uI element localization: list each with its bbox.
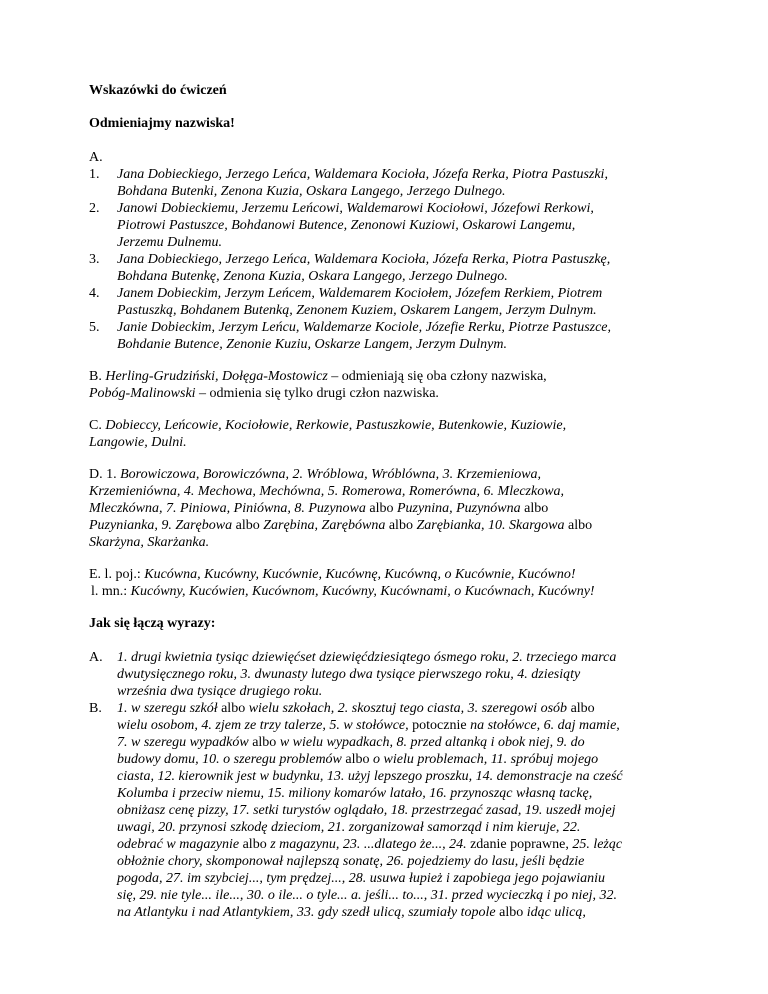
part-b-line-1: B. 1. w szeregu szkół albo wielu szkołach, 2. skosztuj tego ciasta, 3. szeregowi osób albo	[89, 701, 595, 716]
list-item	[89, 166, 689, 183]
section-c	[89, 417, 689, 451]
document-page	[89, 82, 689, 921]
part-b-line-6: Kolumba i przeciw niemu, 15. miliony komarów latało, 16. przynosząc własną tackę,	[117, 786, 593, 801]
list-item	[89, 200, 689, 217]
part-b-line-13: na Atlantyku i nad Atlantykiem, 33. gdy szedł ulicą, szumiały topole albo idąc ulicą,	[117, 905, 586, 920]
part-b-line-8: uwagi, 20. przynosi szkodę dzieciom, 21. zorganizował samorząd i nim kieruje, 22.	[117, 820, 581, 835]
list-item-number: 1.	[89, 167, 100, 182]
section-c-line-1: C. Dobieccy, Leńcowie, Kociołowie, Rerkowie, Pastuszkowie, Butenkowie, Kuziowie,	[89, 418, 567, 433]
list-item	[89, 268, 689, 285]
section-d-line-2: Krzemieniówna, 4. Mechowa, Mechówna, 5. Romerowa, Romerówna, 6. Mleczkowa,	[89, 484, 565, 499]
section-d-line-5: Skarżyna, Skarżanka.	[89, 535, 210, 550]
list-item-text: Piotrowi Pastuszce, Bohdanowi Butence, Zenonowi Kuziowi, Oskarowi Langemu,	[117, 218, 576, 233]
list-item	[89, 234, 689, 251]
section-e-line-2: l. mn.: Kucówny, Kucówien, Kucównom, Kucówny, Kucównami, o Kucównach, Kucówny!	[91, 584, 595, 599]
list-item-number: 2.	[89, 201, 100, 216]
part-a-line-3: września dwa tysiące drugiego roku.	[117, 684, 323, 699]
list-item-text: Jana Dobieckiego, Jerzego Leńca, Waldemara Kocioła, Józefa Rerka, Piotra Pastuszkę,	[117, 252, 611, 267]
list-item-number: 3.	[89, 252, 100, 267]
section-title-names: Odmieniajmy nazwiska!	[89, 116, 235, 131]
list-item-text: Janie Dobieckim, Jerzym Leńcu, Waldemarze Kociole, Józefie Rerku, Piotrze Pastuszce,	[117, 320, 612, 335]
list-item-text: Bohdanie Butence, Zenonie Kuziu, Oskarze Langem, Jerzym Dulnym.	[117, 337, 507, 352]
part-a	[89, 649, 689, 700]
list-item-text: Bohdana Butenkę, Zenona Kuzia, Oskara Langego, Jerzego Dulnego.	[117, 269, 508, 284]
part-b-line-11: pogoda, 27. im szybciej..., tym prędzej..., 28. usuwa łupież i zapobiega jego pojawianiu	[117, 871, 606, 886]
section-e-line-1: E. l. poj.: Kucówna, Kucówny, Kucównie, Kucównę, Kucówną, o Kucównie, Kucówno!	[89, 567, 576, 582]
part-b	[89, 700, 689, 921]
part-b-line-10: obłożnie chory, skomponował najlepszą sonatę, 26. pojedziemy do lasu, jeśli będzie	[117, 854, 585, 869]
part-b-line-12: się, 29. nie tyle... ile..., 30. o ile... o tyle... a. jeśli... to..., 31. przed wycieczką i po niej, 32.	[117, 888, 618, 903]
section-b-line-2: Pobóg-Malinowski – odmienia się tylko drugi człon nazwiska.	[89, 386, 439, 401]
part-a-line-1: A. 1. drugi kwietnia tysiąc dziewięćset dziewięćdziesiątego ósmego roku, 2. trzeciego marca	[89, 650, 617, 665]
list-item	[89, 302, 689, 319]
list-item-text: Janem Dobieckim, Jerzym Leńcem, Waldemarem Kociołem, Józefem Rerkiem, Piotrem	[117, 286, 603, 301]
page-title: Wskazówki do ćwiczeń	[89, 83, 227, 98]
section-c-line-2: Langowie, Dulni.	[89, 435, 187, 450]
section-e	[89, 566, 689, 600]
list-item	[89, 285, 689, 302]
list-item	[89, 319, 689, 336]
part-b-line-5: ciasta, 12. kierownik jest w budynku, 13. użyj lepszego proszku, 14. demonstracje na cześć	[117, 769, 623, 784]
part-b-line-7: obniżasz cenę pizzy, 17. setki turystów oglądało, 18. przestrzegać zasad, 19. uszedł mojej	[117, 803, 616, 818]
list-item-text: Janowi Dobieckiemu, Jerzemu Leńcowi, Waldemarowi Kociołowi, Józefowi Rerkowi,	[117, 201, 594, 216]
section-a-label: A.	[89, 150, 103, 165]
section-d-line-4: Puzynianka, 9. Zarębowa albo Zarębina, Zarębówna albo Zarębianka, 10. Skargowa albo	[89, 518, 593, 533]
list-item	[89, 217, 689, 234]
section-b	[89, 368, 689, 402]
section-a-list	[89, 166, 689, 353]
list-item-text: Bohdana Butenki, Zenona Kuzia, Oskara Langego, Jerzego Dulnego.	[117, 184, 506, 199]
section-title-words: Jak się łączą wyrazy:	[89, 616, 216, 631]
list-item-number: 5.	[89, 320, 100, 335]
part-b-line-9: odebrać w magazynie albo z magazynu, 23. ...dlatego że..., 24. zdanie poprawne, 25. leżąc	[117, 837, 623, 852]
list-item-text: Jana Dobieckiego, Jerzego Leńca, Waldemara Kocioła, Józefa Rerka, Piotra Pastuszki,	[117, 167, 608, 182]
part-a-line-2: dwutysięcznego roku, 3. dwunasty lutego dwa tysiące pierwszego roku, 4. dziesiąty	[117, 667, 581, 682]
section-b-line-1: B. Herling-Grudziński, Dołęga-Mostowicz – odmieniają się oba człony nazwiska,	[89, 369, 547, 384]
list-item	[89, 251, 689, 268]
list-item	[89, 336, 689, 353]
list-item	[89, 183, 689, 200]
section-d-line-1: D. 1. Borowiczowa, Borowiczówna, 2. Wróblowa, Wróblówna, 3. Krzemieniowa,	[89, 467, 542, 482]
list-item-number: 4.	[89, 286, 100, 301]
list-item-text: Pastuszką, Bohdanem Butenką, Zenonem Kuziem, Oskarem Langem, Jerzym Dulnym.	[117, 303, 597, 318]
list-item-text: Jerzemu Dulnemu.	[117, 235, 222, 250]
part-b-line-2: wielu osobom, 4. zjem ze trzy talerze, 5. w stołówce, potocznie na stołówce, 6. daj mamie,	[117, 718, 620, 733]
section-d	[89, 466, 689, 551]
section-d-line-3: Mleczkówna, 7. Piniowa, Piniówna, 8. Puzynowa albo Puzynina, Puzynówna albo	[89, 501, 549, 516]
part-b-line-3: 7. w szeregu wypadków albo w wielu wypadkach, 8. przed altanką i obok niej, 9. do	[117, 735, 585, 750]
part-b-line-4: budowy domu, 10. o szeregu problemów albo o wielu problemach, 11. spróbuj mojego	[117, 752, 599, 767]
section-a	[89, 149, 689, 353]
